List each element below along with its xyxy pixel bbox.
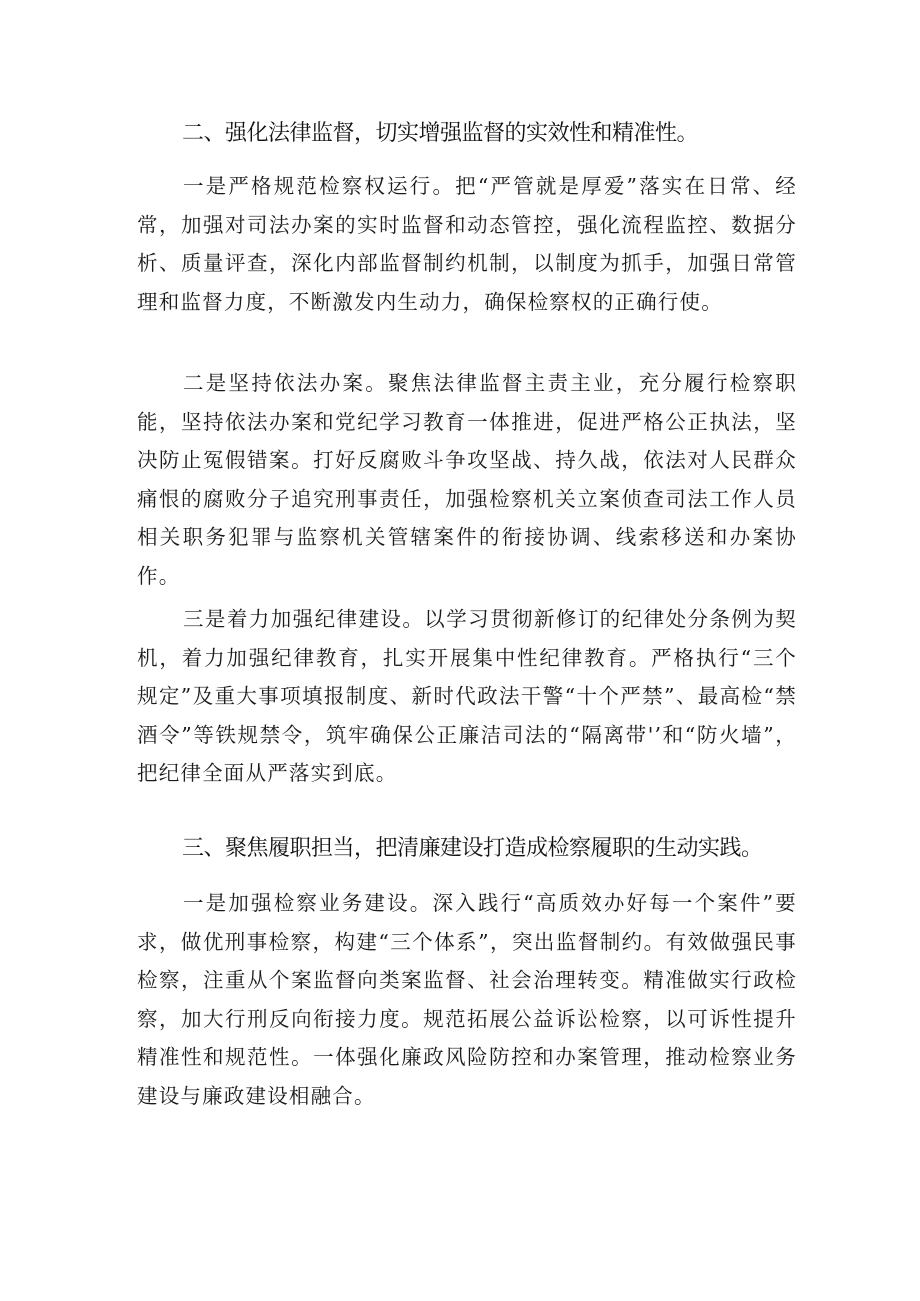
paragraph-procuratorial-business-building: 一是加强检察业务建设。深入践行“高质效办好每一个案件”要求，做优刑事检察，构建“三个体系”，突出监督制约。有效做强民事检察，注重从个案监督向类案监督、社会治理转变。精准做实行政检察，加大行刑反向衔接力度。规范拓展公益诉讼检察，以可诉性提升精准性和规范性。一体强化廉政风险防控和办案管理，推动检察业务建设与廉政建设相融合。 [137,891,797,1108]
paragraph-discipline-building: 三是着力加强纪律建设。以学习贯彻新修订的纪律处分条例为契机，着力加强纪律教育，扎实开展集中性纪律教育。严格执行“三个规定”及重大事项填报制度、新时代政法干警“十个严禁”、最高检“禁酒令”等铁规禁令，筑牢确保公正廉洁司法的“隔离带'’和“防火墙”，把纪律全面从严落实到底。 [137,607,797,786]
paragraph-strict-procuratorial-power: 一是严格规范检察权运行。把“严管就是厚爱”落实在日常、经常，加强对司法办案的实时监督和动态管控，强化流程监控、数据分析、质量评查，深化内部监督制约机制，以制度为抓手，加强日常管理和监督力度，不断激发内生动力，确保检察权的正确行使。 [137,174,797,314]
paragraph-law-based-case-handling: 二是坚持依法办案。聚焦法律监督主责主业，充分履行检察职能，坚持依法办案和党纪学习教育一体推进，促进严格公正执法，坚决防止冤假错案。打好反腐败斗争攻坚战、持久战，依法对人民群众痛恨的腐败分子追究刑事责任，加强检察机关立案侦查司法工作人员相关职务犯罪与监察机关管辖案件的衔接协调、线索移送和办案协作。 [137,371,797,588]
section-heading-2: 二、强化法律监督，切实增强监督的实效性和精准性。 [182,121,699,146]
section-heading-3: 三、聚焦履职担当，把清廉建设打造成检察履职的生动实践。 [182,836,763,861]
